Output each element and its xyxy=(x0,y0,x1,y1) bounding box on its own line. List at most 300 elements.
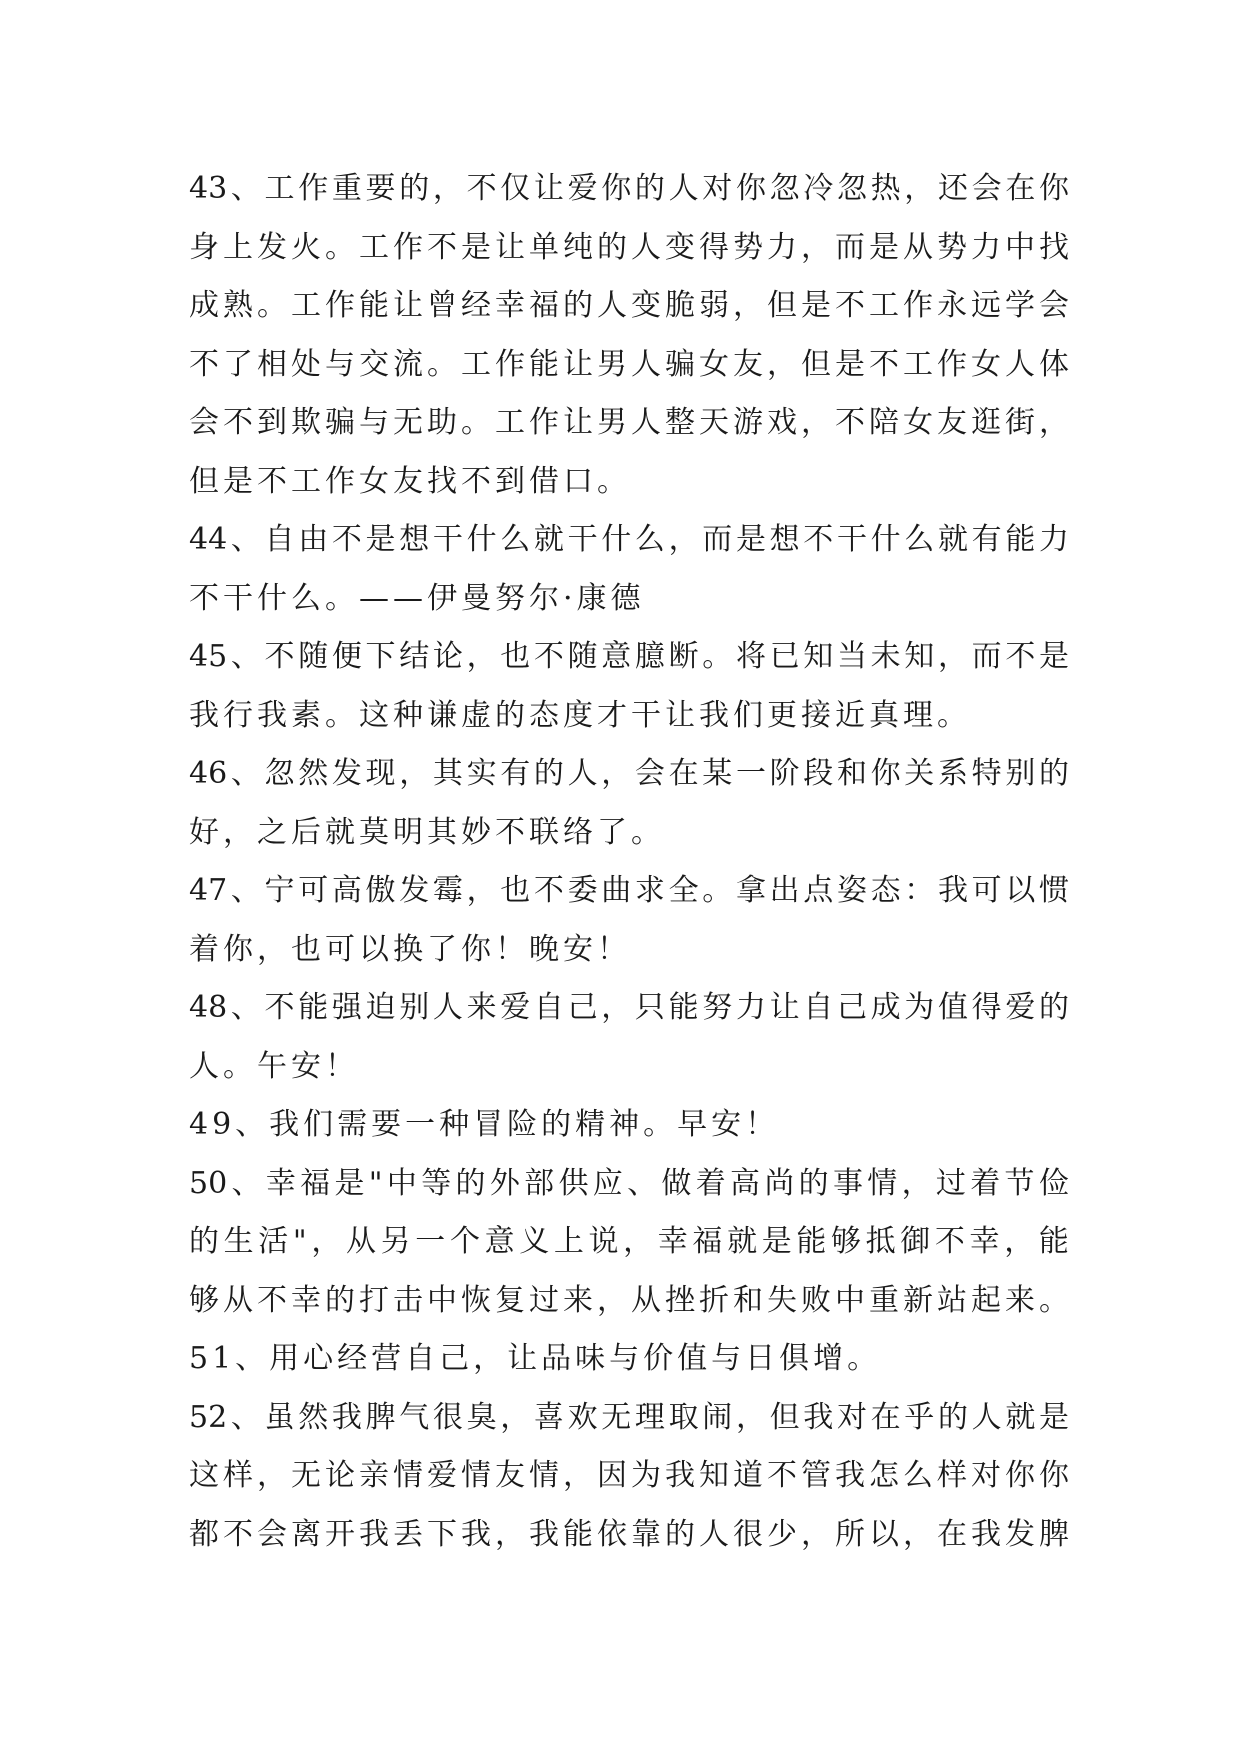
line-glyph: 依 xyxy=(597,1516,627,1552)
line-glyph: 与 xyxy=(325,346,355,382)
line-glyph: 人 xyxy=(668,171,699,206)
paragraph-47 xyxy=(189,862,1069,979)
line-glyph: 弱 xyxy=(699,288,729,323)
line-glyph: 变 xyxy=(631,288,661,323)
line-glyph: 不 xyxy=(264,639,295,674)
line-glyph: 么 xyxy=(500,522,531,557)
line-glyph: 变 xyxy=(665,229,695,265)
paragraph-line: 人。午安！ xyxy=(189,1048,359,1084)
line-glyph: 已 xyxy=(769,639,800,674)
line-glyph: 与 xyxy=(359,405,389,440)
line-glyph: 、 xyxy=(230,639,261,674)
paragraph-45 xyxy=(189,628,1069,745)
line-glyph: 而 xyxy=(971,639,1002,674)
line-glyph: 不 xyxy=(835,288,865,323)
line-glyph: 出 xyxy=(769,873,800,908)
line-glyph: 不 xyxy=(466,171,497,206)
line-glyph: 找 xyxy=(1039,229,1069,265)
line-glyph: 不 xyxy=(223,1516,253,1552)
line-glyph: 男 xyxy=(597,405,627,440)
line-glyph: 自 xyxy=(803,990,834,1025)
line-glyph: 、 xyxy=(230,1399,261,1435)
line-glyph: 所 xyxy=(835,1516,865,1552)
line-glyph: 实 xyxy=(466,756,497,791)
line-glyph: 会 xyxy=(189,405,219,440)
line-glyph: 自 xyxy=(533,990,564,1025)
line-glyph: 为 xyxy=(631,1458,661,1493)
line-glyph: 然 xyxy=(298,756,329,791)
line-glyph: 发 xyxy=(399,873,430,908)
line-glyph: 工 xyxy=(291,288,321,323)
line-glyph: 从 xyxy=(903,229,933,265)
line-glyph: 从 xyxy=(346,1224,377,1259)
line-glyph: 会 xyxy=(257,1516,287,1552)
line-glyph: 我 xyxy=(529,1516,559,1552)
line-glyph: " xyxy=(368,1165,383,1201)
paragraph-48 xyxy=(189,979,1069,1096)
line-glyph: 新 xyxy=(903,1282,933,1318)
paragraph-line xyxy=(189,219,1069,278)
line-glyph: ， xyxy=(311,1224,342,1259)
line-glyph: 是 xyxy=(365,522,396,557)
line-glyph: 得 xyxy=(699,229,729,265)
line-glyph: 上 xyxy=(223,229,253,265)
line-glyph: 折 xyxy=(699,1282,729,1318)
line-glyph: 在 xyxy=(1005,171,1036,206)
line-glyph: 不 xyxy=(1005,639,1036,674)
line-glyph: 会 xyxy=(971,171,1002,206)
line-glyph: 的 xyxy=(399,171,430,206)
paragraph-line xyxy=(189,1213,1069,1272)
line-glyph: 不 xyxy=(934,1224,965,1259)
line-glyph: 无 xyxy=(601,1399,632,1435)
line-glyph: 够 xyxy=(189,1282,219,1318)
line-glyph: 别 xyxy=(1005,756,1036,791)
line-glyph: 的 xyxy=(1038,756,1069,791)
line-glyph: 女 xyxy=(903,405,933,440)
paragraph-line xyxy=(189,628,1069,687)
line-glyph: 道 xyxy=(733,1458,763,1493)
line-glyph: 欢 xyxy=(567,1399,598,1435)
line-glyph: 以 xyxy=(869,1516,899,1552)
line-glyph: 能 xyxy=(563,1516,593,1552)
line-glyph: 不 xyxy=(533,873,564,908)
line-glyph: 等 xyxy=(421,1165,452,1201)
line-glyph: 只 xyxy=(634,990,665,1025)
line-glyph: 相 xyxy=(257,346,287,382)
line-glyph: 取 xyxy=(668,1399,699,1435)
line-glyph: 想 xyxy=(769,522,800,557)
line-glyph: 力 xyxy=(971,229,1001,265)
paragraph-43 xyxy=(189,160,1069,511)
line-glyph: 有 xyxy=(500,756,531,791)
line-glyph: 意 xyxy=(601,639,632,674)
line-glyph: 陪 xyxy=(869,405,899,440)
line-glyph: 乎 xyxy=(904,1399,935,1435)
paragraph-46 xyxy=(189,745,1069,862)
line-glyph: ， xyxy=(623,1224,654,1259)
line-glyph: 让 xyxy=(563,405,593,440)
line-glyph: 来 xyxy=(563,1282,593,1318)
line-glyph: 阶 xyxy=(769,756,800,791)
line-glyph: 成 xyxy=(189,288,219,323)
line-glyph: 求 xyxy=(634,873,665,908)
line-glyph: 。 xyxy=(257,288,287,323)
line-glyph: ， xyxy=(563,1458,593,1493)
line-glyph: 作 xyxy=(903,288,933,323)
line-glyph: 的 xyxy=(533,756,564,791)
line-glyph: 高 xyxy=(331,873,362,908)
line-glyph: 作 xyxy=(529,405,559,440)
line-glyph: 拿 xyxy=(735,873,766,908)
line-glyph: ， xyxy=(500,1399,531,1435)
line-glyph: 脆 xyxy=(665,288,695,323)
line-glyph: 就 xyxy=(937,522,968,557)
line-glyph: 爱 xyxy=(500,990,531,1025)
line-glyph: 能 xyxy=(796,1224,827,1259)
line-glyph: 来 xyxy=(466,990,497,1025)
paragraph-line xyxy=(189,1447,1069,1506)
line-glyph: 喜 xyxy=(533,1399,564,1435)
paragraph-line: 49、我们需要一种冒险的精神。早安！ xyxy=(189,1107,780,1142)
line-glyph: ， xyxy=(466,873,497,908)
line-glyph: 想 xyxy=(399,522,430,557)
line-glyph: 忽 xyxy=(264,756,295,791)
line-glyph: 知 xyxy=(904,639,935,674)
line-glyph: 的 xyxy=(189,1224,219,1259)
line-glyph: 干 xyxy=(432,522,463,557)
paragraph-line: 着你，也可以换了你！晚安！ xyxy=(189,931,631,967)
line-glyph: 很 xyxy=(432,1399,463,1435)
line-glyph: 人 xyxy=(1005,346,1035,382)
line-glyph: 逛 xyxy=(971,405,1001,440)
line-glyph: 是 xyxy=(334,1165,365,1201)
line-glyph: 开 xyxy=(325,1516,355,1552)
line-glyph: 做 xyxy=(661,1165,692,1201)
line-glyph: 理 xyxy=(634,1399,665,1435)
line-glyph: 着 xyxy=(695,1165,726,1201)
line-glyph: 发 xyxy=(257,229,287,265)
line-glyph: 态 xyxy=(870,873,901,908)
line-glyph: 己 xyxy=(836,990,867,1025)
line-glyph: 的 xyxy=(665,1516,695,1552)
line-glyph: 么 xyxy=(634,522,665,557)
line-glyph: 的 xyxy=(325,1282,355,1318)
line-glyph: 永 xyxy=(937,288,967,323)
line-glyph: 重 xyxy=(869,1282,899,1318)
line-glyph: ， xyxy=(903,1516,933,1552)
line-glyph: 从 xyxy=(631,1282,661,1318)
line-glyph: 其 xyxy=(432,756,463,791)
line-glyph: 是 xyxy=(801,288,831,323)
line-glyph: 是 xyxy=(461,229,491,265)
line-glyph: 43 xyxy=(189,171,228,206)
line-glyph: 44 xyxy=(189,522,228,557)
line-glyph: 宁 xyxy=(264,873,295,908)
line-glyph: 力 xyxy=(735,990,766,1025)
line-glyph: 火 xyxy=(291,229,321,265)
line-glyph: 强 xyxy=(331,990,362,1025)
line-glyph: 而 xyxy=(835,229,865,265)
line-glyph: 情 xyxy=(867,1165,898,1201)
line-glyph: 人 xyxy=(631,405,661,440)
line-glyph: 样 xyxy=(937,1458,967,1493)
line-glyph: 曾 xyxy=(427,288,457,323)
line-glyph: ， xyxy=(801,405,831,440)
line-glyph: 干 xyxy=(567,522,598,557)
line-glyph: 就 xyxy=(533,522,564,557)
line-glyph: 不 xyxy=(835,405,865,440)
line-glyph: 败 xyxy=(801,1282,831,1318)
line-glyph: 我 xyxy=(937,873,968,908)
line-glyph: 工 xyxy=(495,405,525,440)
line-glyph: 不 xyxy=(257,1282,287,1318)
line-glyph: 流 xyxy=(393,346,423,382)
line-glyph: 游 xyxy=(733,405,763,440)
line-glyph: 着 xyxy=(970,1165,1001,1201)
line-glyph: 、 xyxy=(230,990,261,1025)
line-glyph: 也 xyxy=(500,873,531,908)
line-glyph: 、 xyxy=(230,873,261,908)
line-glyph: 友 xyxy=(495,1458,525,1493)
line-glyph: 自 xyxy=(264,522,295,557)
line-glyph: 作 xyxy=(393,229,423,265)
line-glyph: 怎 xyxy=(869,1458,899,1493)
line-glyph: 女 xyxy=(971,346,1001,382)
line-glyph: 在 xyxy=(668,756,699,791)
paragraph-line xyxy=(189,862,1069,921)
line-glyph: 和 xyxy=(836,756,867,791)
line-glyph: 下 xyxy=(365,639,396,674)
line-glyph: 来 xyxy=(1005,1282,1035,1318)
line-glyph: 当 xyxy=(836,639,867,674)
line-glyph: 骗 xyxy=(665,346,695,382)
paragraph-line: 不干什么。——伊曼努尔·康德 xyxy=(189,580,645,616)
line-glyph: 值 xyxy=(937,990,968,1025)
line-glyph: ： xyxy=(904,873,935,908)
line-glyph: 管 xyxy=(801,1458,831,1493)
line-glyph: 的 xyxy=(597,229,627,265)
line-glyph: 丢 xyxy=(393,1516,423,1552)
paragraph-line xyxy=(189,1155,1069,1214)
line-glyph: 结 xyxy=(399,639,430,674)
line-glyph: 、 xyxy=(231,1165,262,1201)
line-glyph: ， xyxy=(1004,1224,1035,1259)
line-glyph: 忽 xyxy=(836,171,867,206)
line-glyph: 是 xyxy=(761,1224,792,1259)
line-glyph: 事 xyxy=(832,1165,863,1201)
paragraph-50 xyxy=(189,1155,1069,1331)
line-glyph: 不 xyxy=(189,346,219,382)
line-glyph: 让 xyxy=(563,346,593,382)
line-glyph: 但 xyxy=(801,346,831,382)
line-glyph: 天 xyxy=(699,405,729,440)
paragraph-49 xyxy=(189,1096,1069,1155)
line-glyph: 臭 xyxy=(466,1399,497,1435)
line-glyph: 从 xyxy=(223,1282,253,1318)
line-glyph: 关 xyxy=(904,756,935,791)
line-glyph: 幸 xyxy=(265,1165,296,1201)
line-glyph: 尚 xyxy=(764,1165,795,1201)
line-glyph: ， xyxy=(937,639,968,674)
line-glyph: 让 xyxy=(769,990,800,1025)
line-glyph: 我 xyxy=(331,1399,362,1435)
line-glyph: 人 xyxy=(631,346,661,382)
line-glyph: 女 xyxy=(699,346,729,382)
line-glyph: 人 xyxy=(631,229,661,265)
line-glyph: 然 xyxy=(298,1399,329,1435)
line-glyph: 热 xyxy=(870,171,901,206)
line-glyph: 交 xyxy=(359,346,389,382)
line-glyph: 说 xyxy=(588,1224,619,1259)
paragraph-line xyxy=(189,1389,1069,1448)
paragraph-line xyxy=(189,979,1069,1038)
line-glyph: 幸 xyxy=(969,1224,1000,1259)
line-glyph: ， xyxy=(668,522,699,557)
line-glyph: 供 xyxy=(558,1165,589,1201)
line-glyph: 人 xyxy=(971,1399,1002,1435)
line-glyph: 45 xyxy=(189,639,228,674)
line-glyph: 作 xyxy=(495,346,525,382)
line-glyph: 的 xyxy=(455,1165,486,1201)
line-glyph: 作 xyxy=(298,171,329,206)
line-glyph: 不 xyxy=(264,990,295,1025)
line-glyph: 、 xyxy=(230,756,261,791)
line-glyph: 势 xyxy=(733,229,763,265)
line-glyph: 爱 xyxy=(567,171,598,206)
line-glyph: ， xyxy=(597,1282,627,1318)
line-glyph: 委 xyxy=(567,873,598,908)
line-glyph: 。 xyxy=(461,405,491,440)
line-glyph: 这 xyxy=(189,1458,219,1493)
line-glyph: 么 xyxy=(904,522,935,557)
line-glyph: 是 xyxy=(869,229,899,265)
line-glyph: 福 xyxy=(300,1165,331,1201)
line-glyph: 无 xyxy=(393,405,423,440)
line-glyph: 作 xyxy=(325,288,355,323)
line-glyph: 能 xyxy=(529,346,559,382)
line-glyph: 知 xyxy=(803,639,834,674)
line-glyph: 努 xyxy=(702,990,733,1025)
line-glyph: 的 xyxy=(563,288,593,323)
line-glyph: 复 xyxy=(495,1282,525,1318)
line-glyph: ， xyxy=(466,639,497,674)
line-glyph: 成 xyxy=(870,990,901,1025)
line-glyph: 和 xyxy=(733,1282,763,1318)
line-glyph: 是 xyxy=(1038,1399,1069,1435)
line-glyph: 但 xyxy=(769,1399,800,1435)
line-glyph: 不 xyxy=(427,229,457,265)
line-glyph: ， xyxy=(601,756,632,791)
line-glyph: 可 xyxy=(298,873,329,908)
line-glyph: 不 xyxy=(533,639,564,674)
line-glyph: 你 xyxy=(1038,171,1069,206)
line-glyph: 爱 xyxy=(1005,990,1036,1025)
line-glyph: 工 xyxy=(461,346,491,382)
line-glyph: 生 xyxy=(223,1224,254,1259)
line-glyph: 对 xyxy=(836,1399,867,1435)
line-glyph: 别 xyxy=(399,990,430,1025)
line-glyph: 忽 xyxy=(769,171,800,206)
line-glyph: 学 xyxy=(1005,288,1035,323)
line-glyph: 点 xyxy=(803,873,834,908)
line-glyph: 便 xyxy=(331,639,362,674)
line-glyph: 。 xyxy=(1039,1282,1069,1318)
line-glyph: 随 xyxy=(298,639,329,674)
line-glyph: 处 xyxy=(291,346,321,382)
line-glyph: 高 xyxy=(730,1165,760,1201)
line-glyph: 人 xyxy=(432,990,463,1025)
line-glyph: 知 xyxy=(699,1458,729,1493)
line-glyph: 都 xyxy=(189,1516,219,1552)
line-glyph: 为 xyxy=(904,990,935,1025)
line-glyph: 意 xyxy=(484,1224,515,1259)
line-glyph: 发 xyxy=(331,756,362,791)
document-body xyxy=(189,160,1069,1564)
line-glyph: 论 xyxy=(432,639,463,674)
line-glyph: 曲 xyxy=(601,873,632,908)
line-glyph: 情 xyxy=(393,1458,423,1493)
line-glyph: 能 xyxy=(1005,522,1036,557)
line-glyph: 我 xyxy=(665,1458,695,1493)
line-glyph: 抵 xyxy=(865,1224,896,1259)
line-glyph: 街 xyxy=(1005,405,1035,440)
line-glyph: 情 xyxy=(529,1458,559,1493)
line-glyph: 够 xyxy=(830,1224,861,1259)
line-glyph: 对 xyxy=(702,171,733,206)
line-glyph: 什 xyxy=(870,522,901,557)
line-glyph: 因 xyxy=(597,1458,627,1493)
line-glyph: 了 xyxy=(223,346,253,382)
line-glyph: 离 xyxy=(291,1516,321,1552)
line-glyph: 很 xyxy=(733,1516,763,1552)
line-glyph: 你 xyxy=(1039,1458,1069,1493)
line-glyph: 什 xyxy=(601,522,632,557)
line-glyph: 虽 xyxy=(264,1399,295,1435)
paragraph-line xyxy=(189,1272,1069,1331)
line-glyph: ， xyxy=(601,990,632,1025)
line-glyph: 是 xyxy=(1038,639,1069,674)
line-glyph: 应 xyxy=(592,1165,623,1201)
line-glyph: 到 xyxy=(257,405,287,440)
line-glyph: 但 xyxy=(767,288,797,323)
line-glyph: 。 xyxy=(427,346,457,382)
line-glyph: 助 xyxy=(427,405,457,440)
line-glyph: ， xyxy=(801,1516,831,1552)
paragraph-line xyxy=(189,394,1069,453)
line-glyph: 你 xyxy=(870,756,901,791)
line-glyph: 能 xyxy=(359,288,389,323)
paragraph-44 xyxy=(189,511,1069,628)
line-glyph: 能 xyxy=(298,990,329,1025)
line-glyph: 一 xyxy=(735,756,766,791)
line-glyph: 工 xyxy=(264,171,295,206)
line-glyph: 己 xyxy=(567,990,598,1025)
line-glyph: 冷 xyxy=(803,171,834,206)
line-glyph: ， xyxy=(735,1399,766,1435)
line-glyph: 友 xyxy=(733,346,763,382)
line-glyph: 么 xyxy=(903,1458,933,1493)
line-glyph: 会 xyxy=(1039,288,1069,323)
line-glyph: 身 xyxy=(189,229,219,265)
line-glyph: 不 xyxy=(803,522,834,557)
line-glyph: 不 xyxy=(869,346,899,382)
line-glyph: 挫 xyxy=(665,1282,695,1318)
line-glyph: ， xyxy=(767,346,797,382)
line-glyph: 论 xyxy=(325,1458,355,1493)
line-glyph: 福 xyxy=(529,288,559,323)
line-glyph: 可 xyxy=(971,873,1002,908)
